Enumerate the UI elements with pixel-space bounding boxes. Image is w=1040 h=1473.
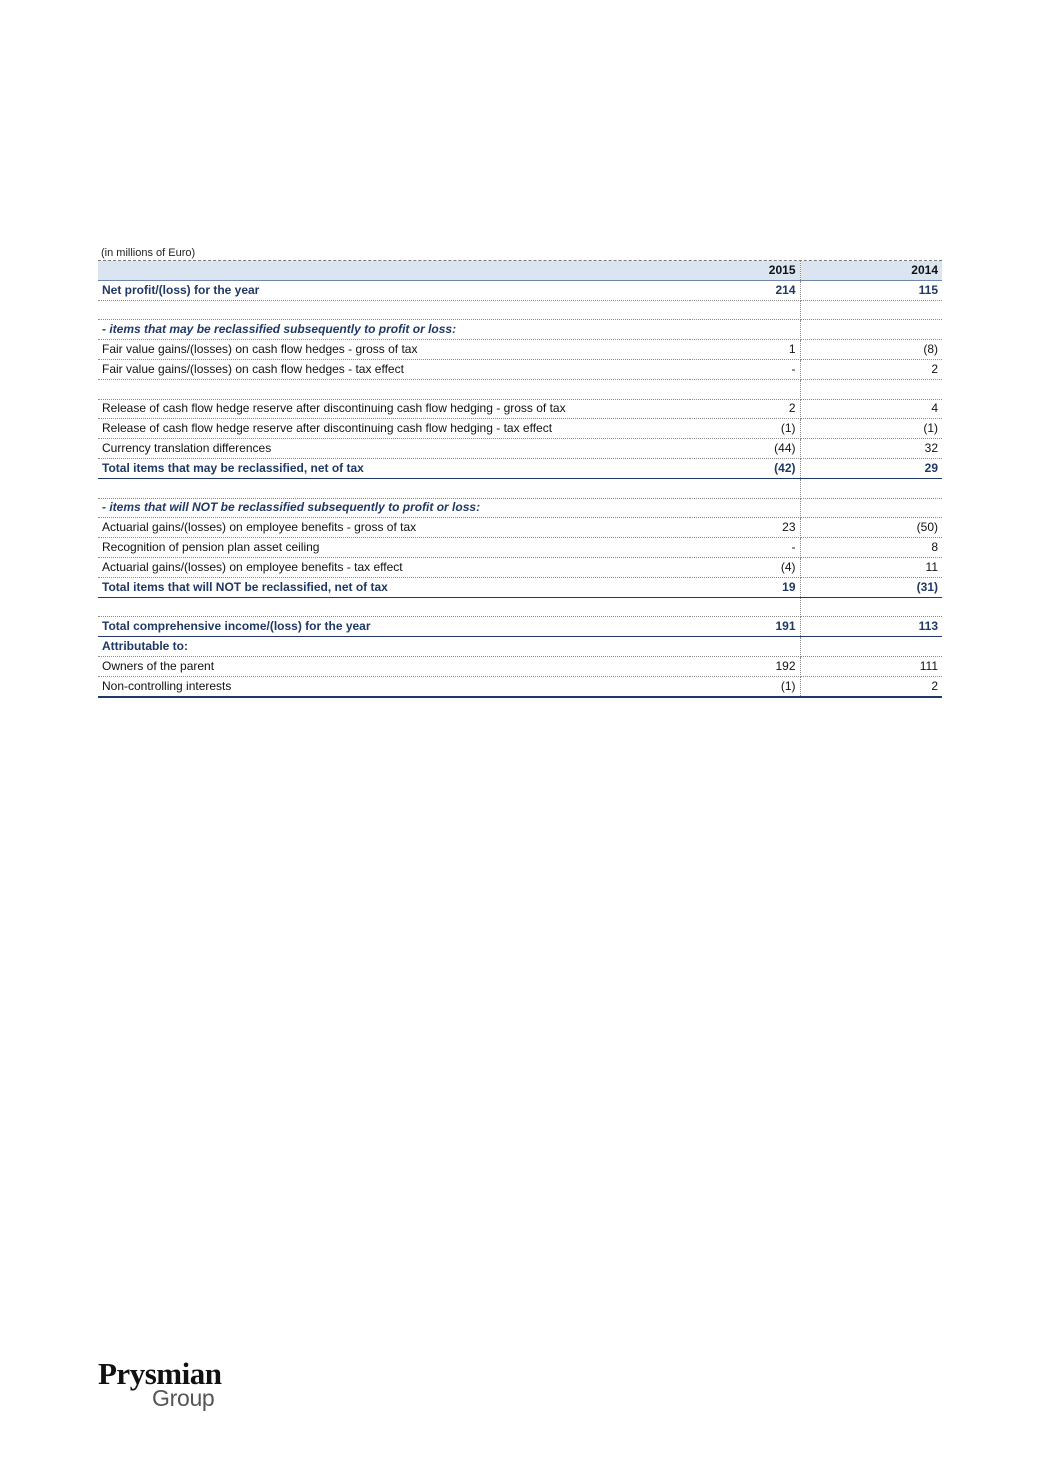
value-2014 — [800, 300, 942, 320]
logo-word-prysmian: Prysmian — [98, 1356, 222, 1391]
row-label: Total items that may be reclassified, net of tax — [98, 458, 690, 478]
table-row — [98, 637, 942, 657]
value-2015: (4) — [690, 557, 800, 577]
value-2015: 23 — [690, 518, 800, 538]
value-2014: (50) — [800, 518, 942, 538]
value-2015: - — [690, 359, 800, 379]
table-row — [98, 379, 942, 399]
value-2014: 2 — [800, 676, 942, 696]
table-row — [98, 399, 942, 419]
row-label: Fair value gains/(losses) on cash flow hedges - tax effect — [98, 359, 690, 379]
value-2015 — [690, 300, 800, 320]
table-row — [98, 518, 942, 538]
prysmian-group-logo — [98, 1358, 238, 1414]
table-header-row — [98, 261, 942, 280]
row-label: Release of cash flow hedge reserve after discontinuing cash flow hedging - gross of tax — [98, 399, 690, 419]
value-2014: (8) — [800, 340, 942, 360]
table-row — [98, 617, 942, 637]
table-body — [98, 280, 942, 696]
value-2014: 11 — [800, 557, 942, 577]
value-2015 — [690, 637, 800, 657]
table-row — [98, 320, 942, 340]
value-2015: (1) — [690, 419, 800, 439]
table-row — [98, 280, 942, 300]
row-label — [98, 379, 690, 399]
table-row — [98, 439, 942, 459]
row-label: Owners of the parent — [98, 656, 690, 676]
row-label: Actuarial gains/(losses) on employee benefits - tax effect — [98, 557, 690, 577]
row-label: Currency translation differences — [98, 439, 690, 459]
value-2015: 1 — [690, 340, 800, 360]
value-2015: 191 — [690, 617, 800, 637]
value-2014: 115 — [800, 280, 942, 300]
table-row — [98, 419, 942, 439]
row-label: Release of cash flow hedge reserve after discontinuing cash flow hedging - tax effect — [98, 419, 690, 439]
row-label — [98, 478, 690, 498]
row-label: Net profit/(loss) for the year — [98, 280, 690, 300]
row-label: - items that may be reclassified subsequently to profit or loss: — [98, 320, 690, 340]
value-2015: (44) — [690, 439, 800, 459]
table-row — [98, 597, 942, 617]
comprehensive-income-statement — [98, 247, 942, 698]
value-2015 — [690, 597, 800, 617]
table-row — [98, 458, 942, 478]
row-label — [98, 300, 690, 320]
header-label-cell — [98, 261, 690, 280]
value-2015: 192 — [690, 656, 800, 676]
value-2015: (42) — [690, 458, 800, 478]
value-2015: - — [690, 538, 800, 558]
row-label — [98, 597, 690, 617]
value-2014: 113 — [800, 617, 942, 637]
header-2014: 2014 — [800, 261, 942, 280]
table-row — [98, 656, 942, 676]
table-row — [98, 478, 942, 498]
table-row — [98, 557, 942, 577]
value-2014: (1) — [800, 419, 942, 439]
value-2014: 111 — [800, 656, 942, 676]
table-row — [98, 538, 942, 558]
value-2015 — [690, 498, 800, 518]
value-2014 — [800, 320, 942, 340]
row-label: Total comprehensive income/(loss) for the year — [98, 617, 690, 637]
units-caption: (in millions of Euro) — [98, 247, 942, 261]
table-row — [98, 676, 942, 696]
value-2015 — [690, 320, 800, 340]
row-label: Total items that will NOT be reclassified, net of tax — [98, 577, 690, 597]
value-2014: 2 — [800, 359, 942, 379]
logo-word-group: Group — [152, 1385, 215, 1411]
row-label: Fair value gains/(losses) on cash flow hedges - gross of tax — [98, 340, 690, 360]
value-2015 — [690, 478, 800, 498]
value-2015: 19 — [690, 577, 800, 597]
value-2014 — [800, 478, 942, 498]
table-row — [98, 577, 942, 597]
value-2014 — [800, 379, 942, 399]
table-row — [98, 340, 942, 360]
table-row — [98, 498, 942, 518]
value-2015: 214 — [690, 280, 800, 300]
value-2014: 8 — [800, 538, 942, 558]
financial-table — [98, 261, 942, 698]
value-2015: 2 — [690, 399, 800, 419]
row-label: Non-controlling interests — [98, 676, 690, 696]
header-2015: 2015 — [690, 261, 800, 280]
table-row — [98, 359, 942, 379]
value-2014 — [800, 498, 942, 518]
row-label: Attributable to: — [98, 637, 690, 657]
value-2014: 29 — [800, 458, 942, 478]
value-2015: (1) — [690, 676, 800, 696]
row-label: - items that will NOT be reclassified subsequently to profit or loss: — [98, 498, 690, 518]
row-label: Recognition of pension plan asset ceiling — [98, 538, 690, 558]
value-2014: 4 — [800, 399, 942, 419]
row-label: Actuarial gains/(losses) on employee benefits - gross of tax — [98, 518, 690, 538]
value-2014 — [800, 597, 942, 617]
value-2014 — [800, 637, 942, 657]
value-2015 — [690, 379, 800, 399]
value-2014: (31) — [800, 577, 942, 597]
table-row — [98, 300, 942, 320]
value-2014: 32 — [800, 439, 942, 459]
